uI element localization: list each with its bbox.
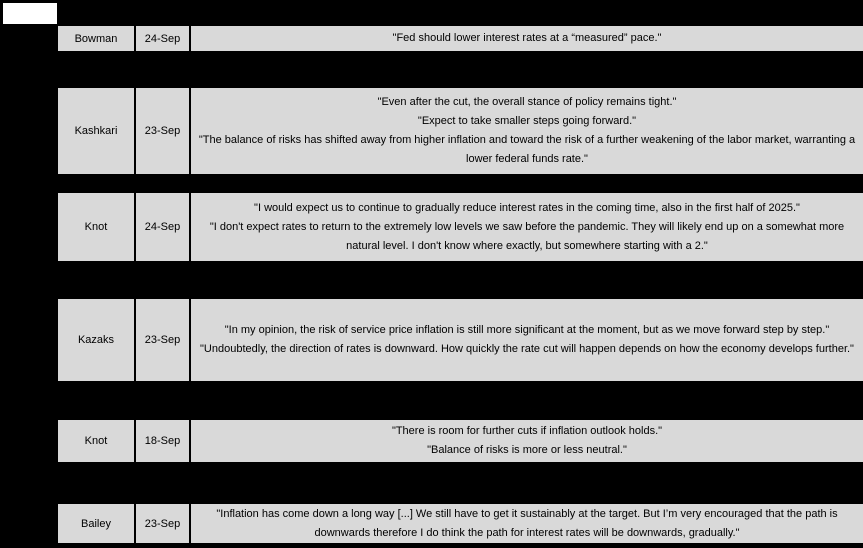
quote-text: "Undoubtedly, the direction of rates is downward. How quickly the rate cut will happen depends on how the economy develops further." (200, 343, 854, 355)
table-row (58, 193, 863, 261)
date-cell: 18-Sep (136, 420, 189, 462)
speaker-cell: Bailey (58, 504, 134, 543)
date-cell: 24-Sep (136, 26, 189, 51)
table-row (58, 299, 863, 381)
table-row (58, 420, 863, 462)
quote-cell (191, 26, 863, 51)
quote-text: "Fed should lower interest rates at a “measured” pace." (392, 32, 662, 44)
quote-text: "The balance of risks has shifted away from higher inflation and toward the risk of a further weakening of the labor market, warranting a lower federal funds rate." (198, 134, 856, 165)
table-row (58, 504, 863, 543)
speaker-cell: Knot (58, 193, 134, 261)
table-row (58, 88, 863, 174)
quote-cell (191, 420, 863, 462)
quote-text: "There is room for further cuts if inflation outlook holds." (391, 425, 663, 437)
quote-text: "I don't expect rates to return to the extremely low levels we saw before the pandemic. They will likely end up on a somewhat more natural level. I don't know where exactly, but somewhere starting with a 2." (209, 220, 845, 252)
quote-cell (191, 299, 863, 381)
date-cell: 23-Sep (136, 504, 189, 543)
legend-swatch-box (3, 3, 57, 24)
quote-text: "In my opinion, the risk of service price inflation is still more significant at the moment, but as we move forward step by step." (224, 324, 830, 336)
quote-text: "Even after the cut, the overall stance of policy remains tight." (377, 96, 677, 108)
speaker-cell: Knot (58, 420, 134, 462)
quote-cell (191, 504, 863, 543)
quote-text: "Expect to take smaller steps going forward." (417, 115, 637, 127)
date-cell: 23-Sep (136, 299, 189, 381)
quote-cell (191, 88, 863, 174)
table-row (58, 26, 863, 51)
quote-text: "Balance of risks is more or less neutral." (427, 444, 627, 456)
speaker-cell: Kazaks (58, 299, 134, 381)
speaker-cell: Bowman (58, 26, 134, 51)
quote-cell (191, 193, 863, 261)
speaker-cell: Kashkari (58, 88, 134, 174)
quote-text: "Inflation has come down a long way [...] We still have to get it sustainably at the target. But I’m very encouraged that the path is downwards therefore I do think the path for interest rates will be downwards, gradually." (216, 507, 838, 539)
quote-text: "I would expect us to continue to gradually reduce interest rates in the coming time, also in the first half of 2025." (254, 201, 800, 214)
date-cell: 23-Sep (136, 88, 189, 174)
date-cell: 24-Sep (136, 193, 189, 261)
